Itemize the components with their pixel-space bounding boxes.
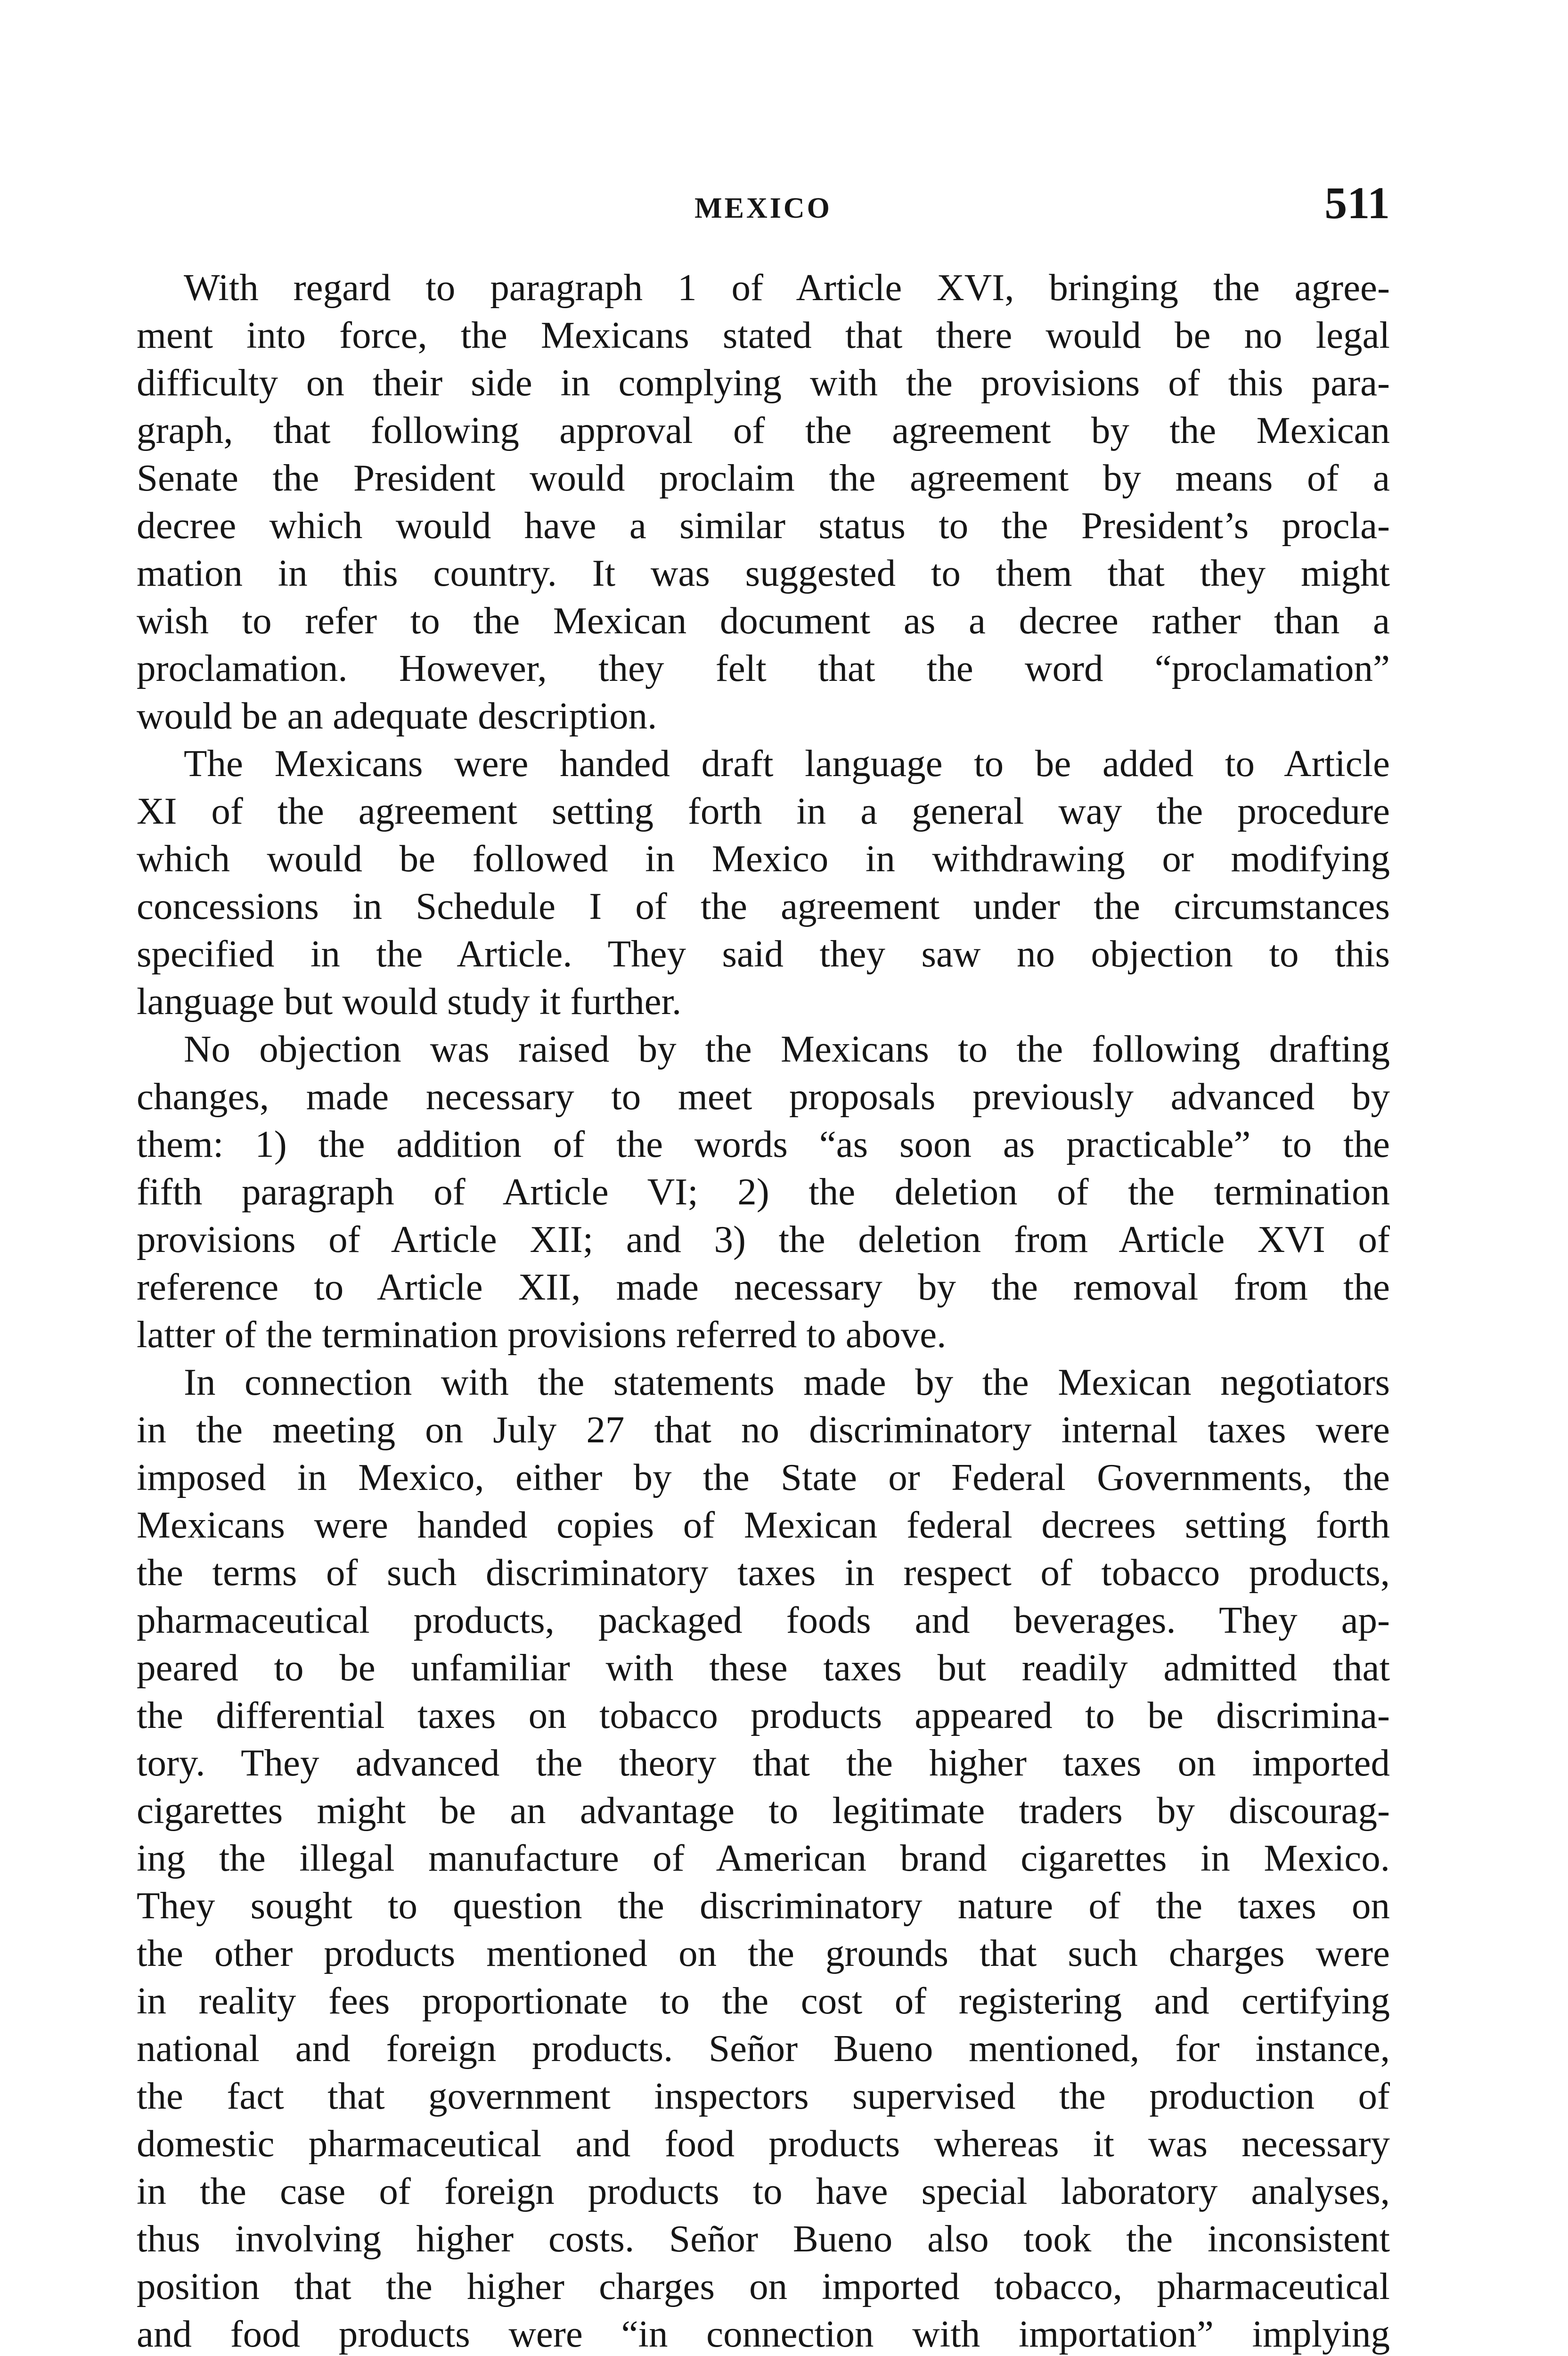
text-line: language but would study it further. bbox=[137, 980, 682, 1023]
text-line: national and foreign products. Señor Bueno mentioned, for instance, bbox=[137, 2027, 1390, 2070]
text-line: fifth paragraph of Article VI; 2) the deletion of the termination bbox=[137, 1170, 1390, 1213]
text-line: reference to Article XII, made necessary by the removal from the bbox=[137, 1266, 1390, 1308]
page-number: 511 bbox=[1324, 178, 1390, 228]
text-line: graph, that following approval of the agreement by the Mexican bbox=[137, 409, 1390, 451]
text-line: would be an adequate description. bbox=[137, 695, 657, 737]
text-line: wish to refer to the Mexican document as a decree rather than a bbox=[137, 599, 1390, 642]
text-line: XI of the agreement setting forth in a general way the procedure bbox=[137, 790, 1390, 832]
text-line: The Mexicans were handed draft language to be added to Article bbox=[184, 742, 1390, 785]
paragraph-internal-taxes bbox=[137, 1358, 1390, 2356]
text-line: imposed in Mexico, either by the State or Federal Governments, the bbox=[137, 1456, 1390, 1498]
text-line: position that the higher charges on imported tobacco, pharmaceutical bbox=[137, 2265, 1390, 2307]
text-line: and food products were “in connection with importation” implying bbox=[137, 2313, 1390, 2355]
paragraph-article-xi bbox=[137, 740, 1390, 1025]
text-line: thus involving higher costs. Señor Bueno also took the inconsistent bbox=[137, 2217, 1390, 2260]
text-line: difficulty on their side in complying with the provisions of this para- bbox=[137, 361, 1390, 404]
text-line: tory. They advanced the theory that the higher taxes on imported bbox=[137, 1742, 1390, 1784]
text-line: ing the illegal manufacture of American brand cigarettes in Mexico. bbox=[137, 1837, 1390, 1879]
text-line: mation in this country. It was suggested to them that they might bbox=[137, 552, 1390, 594]
text-line: concessions in Schedule I of the agreement under the circumstances bbox=[137, 885, 1390, 927]
text-line: the other products mentioned on the grounds that such charges were bbox=[137, 1932, 1390, 1974]
text-line: the terms of such discriminatory taxes in respect of tobacco products, bbox=[137, 1551, 1390, 1594]
text-line: pharmaceutical products, packaged foods and beverages. They ap- bbox=[137, 1599, 1390, 1641]
body-text bbox=[137, 264, 1390, 2356]
text-line: them: 1) the addition of the words “as soon as practicable” to the bbox=[137, 1123, 1390, 1165]
running-title: MEXICO bbox=[694, 192, 832, 224]
text-line: ment into force, the Mexicans stated that there would be no legal bbox=[137, 314, 1390, 356]
paragraph-article-xvi bbox=[137, 264, 1390, 740]
text-line: No objection was raised by the Mexicans to the following drafting bbox=[184, 1028, 1390, 1070]
text-line: in the meeting on July 27 that no discriminatory internal taxes were bbox=[137, 1408, 1390, 1451]
running-head bbox=[137, 177, 1390, 243]
text-line: Senate the President would proclaim the agreement by means of a bbox=[137, 457, 1390, 499]
text-line: the fact that government inspectors supervised the production of bbox=[137, 2075, 1390, 2117]
text-line: domestic pharmaceutical and food products whereas it was necessary bbox=[137, 2122, 1390, 2165]
text-line: in reality fees proportionate to the cost of registering and certifying bbox=[137, 1980, 1390, 2022]
text-line: specified in the Article. They said they saw no objection to this bbox=[137, 933, 1390, 975]
text-line: Mexicans were handed copies of Mexican federal decrees setting forth bbox=[137, 1504, 1390, 1546]
text-line: cigarettes might be an advantage to legitimate traders by discourag- bbox=[137, 1789, 1390, 1832]
text-line: They sought to question the discriminatory nature of the taxes on bbox=[137, 1884, 1390, 1927]
text-line: proclamation. However, they felt that the word “proclamation” bbox=[137, 647, 1390, 689]
text-line: latter of the termination provisions referred to above. bbox=[137, 1313, 947, 1356]
text-line: With regard to paragraph 1 of Article XVI, bringing the agree- bbox=[184, 266, 1390, 309]
text-line: In connection with the statements made by the Mexican negotiators bbox=[184, 1361, 1390, 1403]
paragraph-drafting-changes bbox=[137, 1025, 1390, 1358]
text-line: changes, made necessary to meet proposals previously advanced by bbox=[137, 1075, 1390, 1118]
text-line: which would be followed in Mexico in withdrawing or modifying bbox=[137, 837, 1390, 880]
text-line: the differential taxes on tobacco products appeared to be discrimina- bbox=[137, 1694, 1390, 1736]
text-line: in the case of foreign products to have special laboratory analyses, bbox=[137, 2170, 1390, 2212]
text-line: peared to be unfamiliar with these taxes but readily admitted that bbox=[137, 1646, 1390, 1689]
text-line: provisions of Article XII; and 3) the deletion from Article XVI of bbox=[137, 1218, 1390, 1260]
text-line: decree which would have a similar status to the President’s procla- bbox=[137, 504, 1390, 547]
